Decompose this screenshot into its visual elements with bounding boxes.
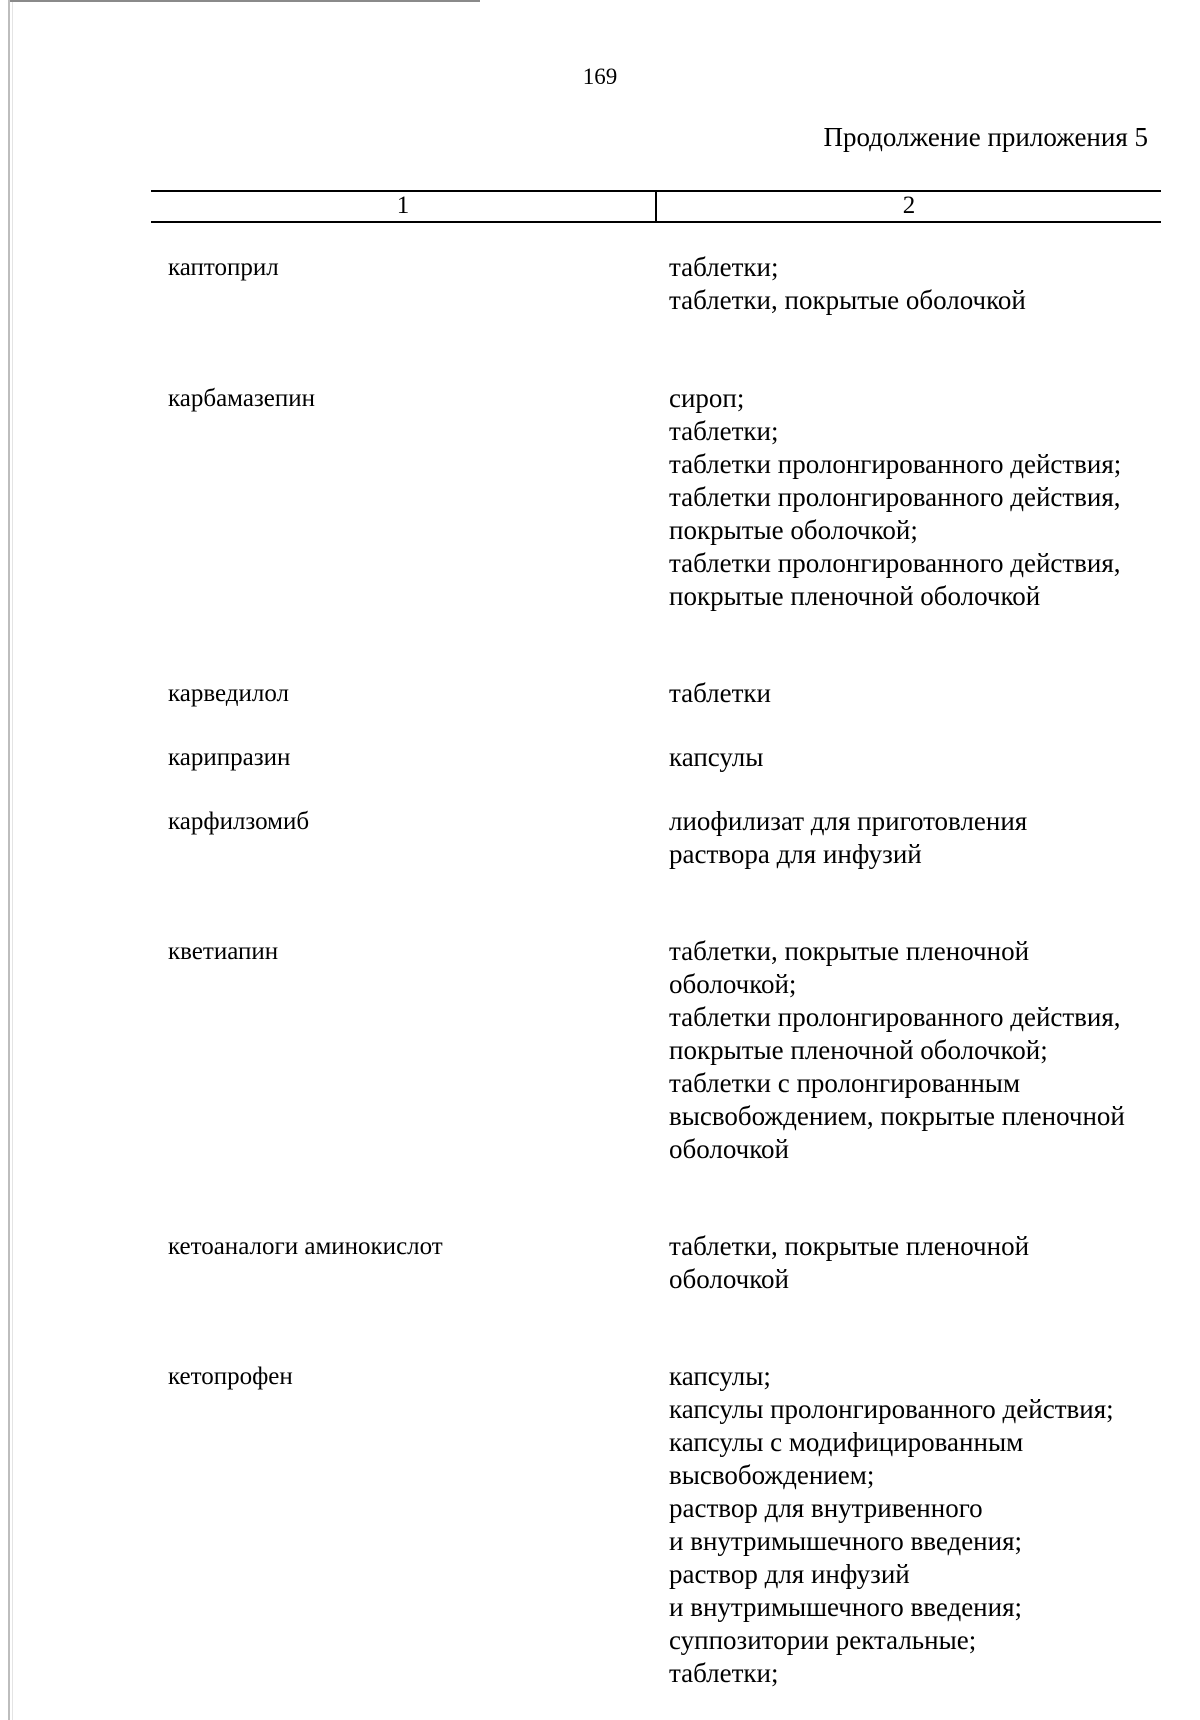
scan-left-edge-shadow (12, 0, 13, 1720)
table-row (168, 1360, 1168, 1690)
dosage-form-line: капсулы; (669, 1361, 771, 1391)
dosage-form-line: таблетки, покрытые пленочной (669, 1231, 1030, 1261)
dosage-form-line: таблетки пролонгированного действия, (669, 1002, 1121, 1032)
drug-name: кетопрофен (168, 1363, 293, 1390)
dosage-form-line: оболочкой (669, 1264, 789, 1294)
dosage-form-line: покрытые оболочкой; (669, 515, 918, 545)
appendix-continuation-title: Продолжение приложения 5 (823, 122, 1148, 152)
page-number: 169 (582, 64, 618, 89)
dosage-form-line: лиофилизат для приготовления (669, 806, 1028, 836)
table-row (168, 741, 1168, 774)
drug-name: каптоприл (168, 254, 279, 281)
dosage-form-line: высвобождением; (669, 1460, 875, 1490)
dosage-form-line: и внутримышечного введения; (669, 1592, 1022, 1622)
drug-name: карипразин (168, 744, 291, 771)
dosage-form-line: оболочкой; (669, 969, 797, 999)
dosage-form-line: покрытые пленочной оболочкой (669, 581, 1041, 611)
dosage-form-line: суппозитории ректальные; (669, 1625, 977, 1655)
column-header-2: 2 (902, 192, 916, 219)
dosage-form-line: таблетки; (669, 416, 779, 446)
table-row (168, 382, 1168, 613)
dosage-form-line: таблетки с пролонгированным (669, 1068, 1021, 1098)
dosage-forms (669, 935, 1168, 1166)
dosage-forms (669, 741, 1168, 774)
table-row (168, 1230, 1168, 1296)
dosage-forms (669, 1360, 1168, 1690)
dosage-form-line: раствор для внутривенного (669, 1493, 983, 1523)
dosage-forms (669, 382, 1168, 613)
dosage-form-line: капсулы с модифицированным (669, 1427, 1024, 1457)
dosage-form-line: раствора для инфузий (669, 839, 922, 869)
dosage-form-line: сироп; (669, 383, 745, 413)
dosage-form-line: раствор для инфузий (669, 1559, 910, 1589)
table-row (168, 677, 1168, 710)
dosage-form-line: высвобождением, покрытые пленочной (669, 1101, 1125, 1131)
drug-name: карбамазепин (168, 385, 316, 412)
dosage-form-line: таблетки пролонгированного действия, (669, 482, 1121, 512)
dosage-form-line: оболочкой (669, 1134, 789, 1164)
table-row (168, 935, 1168, 1166)
dosage-form-line: капсулы пролонгированного действия; (669, 1394, 1114, 1424)
drug-name: карфилзомиб (168, 808, 310, 835)
scan-top-edge (10, 0, 480, 2)
drug-name: кветиапин (168, 938, 279, 965)
dosage-form-line: и внутримышечного введения; (669, 1526, 1022, 1556)
dosage-forms (669, 805, 1168, 871)
dosage-form-line: таблетки (669, 678, 772, 708)
table-row (168, 251, 1168, 317)
dosage-forms (669, 251, 1168, 317)
drug-name: кетоаналоги аминокислот (168, 1233, 443, 1260)
dosage-forms (669, 1230, 1168, 1296)
scan-left-edge (8, 0, 10, 1720)
column-header-1: 1 (396, 192, 410, 219)
dosage-form-line: таблетки; (669, 1658, 779, 1688)
dosage-form-line: таблетки пролонгированного действия, (669, 548, 1121, 578)
drug-table-body (168, 251, 1168, 1690)
dosage-form-line: таблетки; (669, 252, 779, 282)
dosage-form-line: капсулы (669, 742, 764, 772)
dosage-forms (669, 677, 1168, 710)
table-row (168, 805, 1168, 871)
drug-name: карведилол (168, 680, 290, 707)
dosage-form-line: таблетки, покрытые оболочкой (669, 285, 1026, 315)
dosage-form-line: таблетки, покрытые пленочной (669, 936, 1030, 966)
dosage-form-line: таблетки пролонгированного действия; (669, 449, 1122, 479)
dosage-form-line: покрытые пленочной оболочкой; (669, 1035, 1048, 1065)
